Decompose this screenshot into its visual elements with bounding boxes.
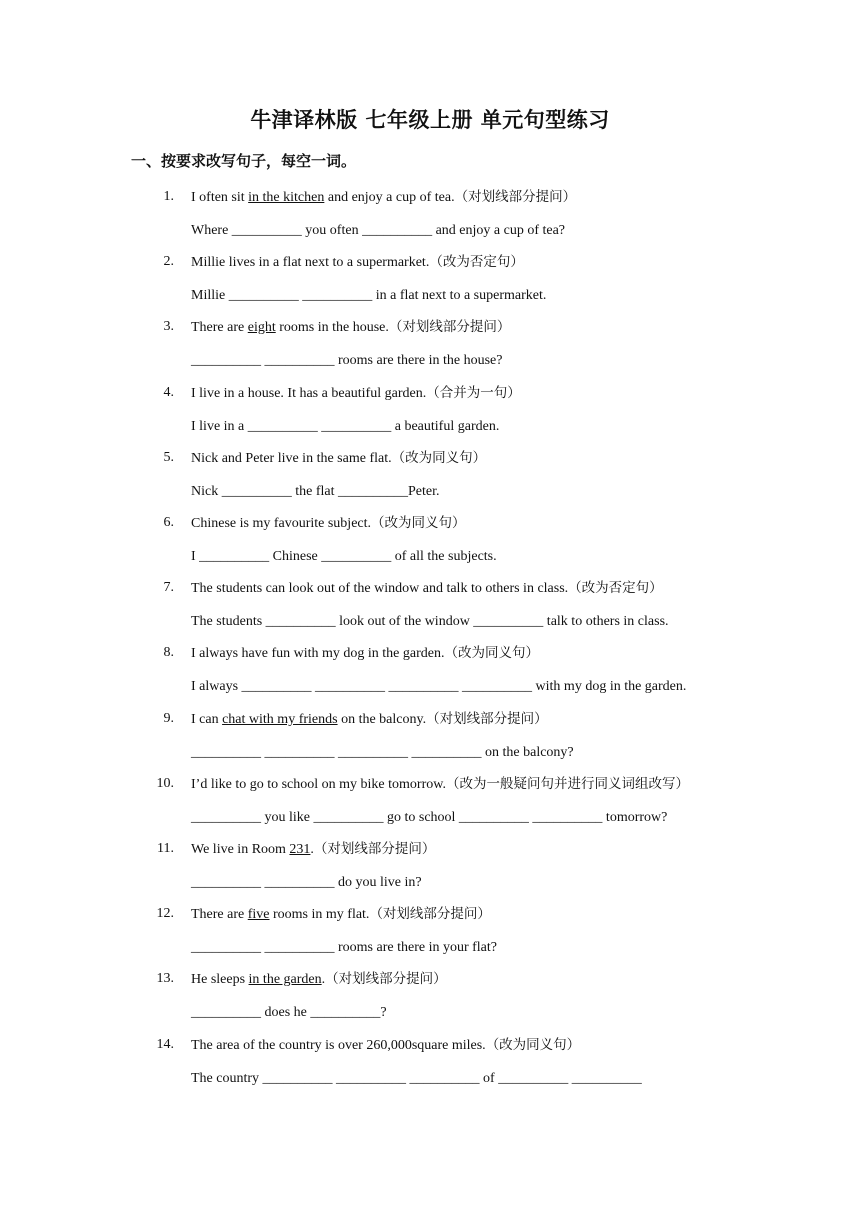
- answer-line: __________ __________ do you live in?: [191, 875, 422, 890]
- question-number: 4.: [163, 385, 174, 400]
- instruction-note: （改为否定句）: [568, 580, 663, 596]
- answer-line: I __________ Chinese __________ of all the subjects.: [191, 549, 497, 564]
- underlined-part: 231: [289, 842, 311, 857]
- instruction-note: （对划线部分提问）: [426, 711, 548, 727]
- answer-line: Nick __________ the flat __________Peter.: [191, 484, 440, 499]
- instruction-note: （对划线部分提问）: [454, 189, 577, 205]
- page-title: 牛津译林版 七年级上册 单元句型练习: [250, 108, 610, 132]
- question-number: 8.: [163, 645, 174, 660]
- question-number: 1.: [163, 189, 174, 204]
- answer-line: __________ __________ rooms are there in the house?: [191, 353, 503, 368]
- sentence-text: I’d like to go to school on my bike tomorrow.: [191, 777, 446, 792]
- question-number: 7.: [163, 580, 174, 595]
- instruction-note: （合并为一句）: [426, 385, 521, 401]
- question-number: 14.: [156, 1037, 174, 1052]
- sentence-text: Chinese is my favourite subject.: [191, 516, 372, 531]
- sentence-text: The area of the country is over 260,000square miles.: [191, 1038, 486, 1053]
- answer-line: Millie __________ __________ in a flat next to a supermarket.: [191, 288, 547, 303]
- question-number: 11.: [157, 841, 174, 856]
- sentence-text: Nick and Peter live in the same flat.: [191, 451, 392, 466]
- instruction-note: （改为同义句）: [485, 1037, 581, 1053]
- sentence-text: Millie lives in a flat next to a supermarket.: [191, 255, 430, 270]
- question-sentence: [191, 775, 689, 794]
- sentence-text: There are: [191, 907, 248, 922]
- instruction-note: （对划线部分提问）: [313, 841, 436, 857]
- underlined-part: five: [247, 907, 270, 922]
- question-sentence: [191, 188, 576, 207]
- sentence-text: The students can look out of the window and talk to others in class.: [191, 581, 569, 596]
- question-sentence: [191, 710, 548, 729]
- question-sentence: [191, 253, 524, 272]
- sentence-text: We live in Room: [191, 842, 290, 857]
- answer-line: The students __________ look out of the window __________ talk to others in class.: [191, 614, 669, 629]
- question-number: 9.: [163, 711, 174, 726]
- sentence-text: I can: [191, 712, 223, 727]
- sentence-text: I often sit: [191, 190, 249, 205]
- underlined-part: chat with my friends: [222, 712, 338, 727]
- sentence-text: I live in a house. It has a beautiful garden.: [191, 386, 427, 401]
- section-heading: 一、按要求改写句子，每空一词。: [131, 152, 357, 170]
- question-number: 5.: [163, 450, 174, 465]
- question-number: 13.: [156, 971, 174, 986]
- sentence-text: There are: [191, 320, 248, 335]
- answer-line: __________ you like __________ go to school __________ __________ tomorrow?: [191, 810, 668, 825]
- question-sentence: [191, 644, 539, 663]
- instruction-note: （对划线部分提问）: [325, 971, 447, 987]
- sentence-text-end: .: [321, 972, 326, 987]
- instruction-note: （改为一般疑问句并进行同义词组改写）: [445, 776, 689, 792]
- question-number: 2.: [163, 254, 174, 269]
- question-sentence: [191, 318, 510, 337]
- instruction-note: （改为同义句）: [371, 515, 466, 531]
- question-number: 10.: [156, 776, 174, 791]
- question-sentence: [191, 384, 521, 403]
- question-sentence: [191, 514, 466, 533]
- sentence-text: He sleeps: [191, 972, 249, 987]
- sentence-text-end: and enjoy a cup of tea.: [324, 190, 455, 205]
- question-sentence: [191, 970, 447, 989]
- question-number: 12.: [156, 906, 174, 921]
- question-sentence: [191, 840, 435, 859]
- sentence-text: I always have fun with my dog in the garden.: [191, 646, 445, 661]
- answer-line: Where __________ you often __________ and enjoy a cup of tea?: [191, 223, 566, 238]
- question-sentence: [191, 1036, 580, 1055]
- underlined-part: in the kitchen: [248, 190, 325, 205]
- answer-line: __________ __________ __________ __________ on the balcony?: [191, 745, 574, 760]
- sentence-text-end: on the balcony.: [337, 712, 427, 727]
- sentence-text-end: rooms in the house.: [275, 320, 389, 335]
- question-sentence: [191, 579, 663, 598]
- instruction-note: （改为否定句）: [429, 254, 524, 270]
- question-sentence: [191, 905, 491, 924]
- instruction-note: （对划线部分提问）: [388, 319, 511, 335]
- question-sentence: [191, 449, 486, 468]
- instruction-note: （对划线部分提问）: [369, 906, 491, 922]
- question-number: 6.: [163, 515, 174, 530]
- underlined-part: eight: [247, 320, 276, 335]
- sentence-text-end: .: [310, 842, 314, 857]
- sentence-text-end: rooms in my flat.: [269, 907, 370, 922]
- instruction-note: （改为同义句）: [444, 645, 539, 661]
- answer-line: __________ does he __________?: [191, 1005, 387, 1020]
- question-number: 3.: [163, 319, 174, 334]
- answer-line: __________ __________ rooms are there in your flat?: [191, 940, 497, 955]
- answer-line: I live in a __________ __________ a beautiful garden.: [191, 419, 500, 434]
- answer-line: The country __________ __________ __________ of __________ __________: [191, 1071, 642, 1086]
- instruction-note: （改为同义句）: [391, 450, 487, 466]
- underlined-part: in the garden: [248, 972, 322, 987]
- answer-line: I always __________ __________ __________ __________ with my dog in the garden.: [191, 679, 687, 694]
